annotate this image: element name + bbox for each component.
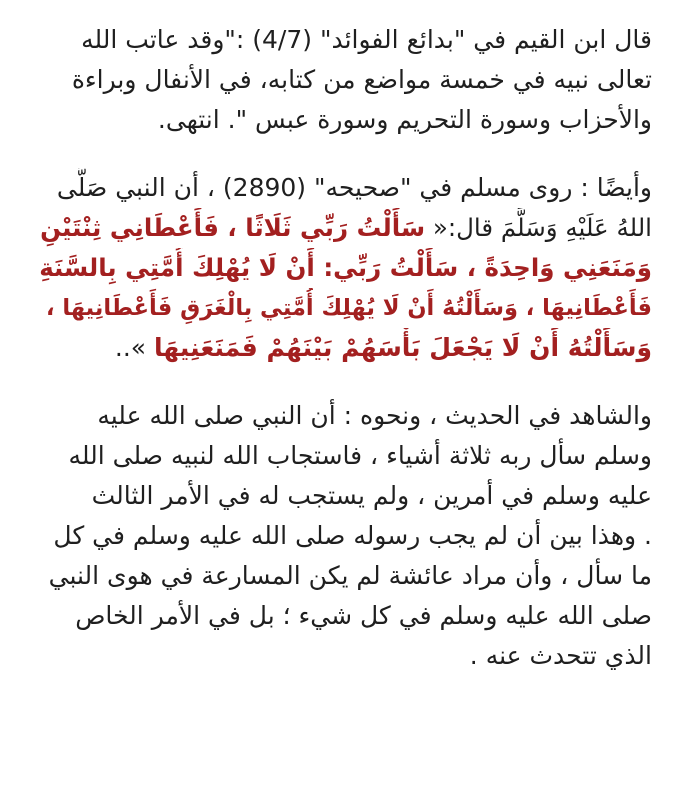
text-line [36,596,652,636]
text-line [36,248,652,288]
text-segment: . وهذا بين أن لم يجب رسوله صلى الله عليه وسلم في كل [53,521,652,550]
text-line [36,288,652,328]
text-line [36,396,652,436]
text-segment: الذي تتحدث عنه . [469,641,652,670]
text-segment: والأحزاب وسورة التحريم وسورة عبس ". انتهى. [157,105,652,134]
paragraph-ibn-qayyim [36,20,652,140]
text-segment: والشاهد في الحديث ، ونحوه : أن النبي صلى الله عليه [97,401,652,430]
text-line [36,476,652,516]
text-segment: عليه وسلم في أمرين ، ولم يستجب له في الأمر الثالث [91,481,652,510]
text-segment: ما سأل ، وأن مراد عائشة لم يكن المسارعة في هوى النبي [48,561,652,590]
paragraph-muslim-hadith [36,168,652,368]
hadith-quote: سَأَلْتُ رَبِّي ثَلَاثًا ، فَأَعْطَانِي ثِنْتَيْنِ [40,213,426,242]
paragraph-commentary [36,396,652,676]
text-line [36,516,652,556]
text-line [36,556,652,596]
text-line [36,436,652,476]
hadith-quote: وَسَأَلْتُهُ أَنْ لَا يَجْعَلَ بَأْسَهُمْ بَيْنَهُمْ فَمَنَعَنِيهَا [154,333,652,362]
hadith-quote: فَأَعْطَانِيهَا ، وَسَأَلْتُهُ أَنْ لَا يُهْلِكَ أُمَّتِي بِالْغَرَقِ فَأَعْطَانِيهَا ، [46,295,652,321]
text-segment: صلى الله عليه وسلم في كل شيء ؛ بل في الأمر الخاص [75,601,652,630]
text-segment: قال ابن القيم في "بدائع الفوائد" (4/7) :"وقد عاتب الله [81,25,652,54]
text-line [36,328,652,368]
text-line [36,208,652,248]
text-line [36,20,652,60]
text-segment: ».. [114,333,155,362]
text-line [36,60,652,100]
text-line [36,168,652,208]
text-segment: وأيضًا : روى مسلم في "صحيحه" (2890) ، أن النبي صَلَّى [56,173,652,202]
text-line [36,100,652,140]
text-line [36,636,652,676]
text-segment: وسلم سأل ربه ثلاثة أشياء ، فاستجاب الله لنبيه صلى الله [68,441,652,470]
text-segment: اللهُ عَلَيْهِ وَسَلَّمَ قال:« [425,213,652,242]
hadith-quote: وَمَنَعَنِي وَاحِدَةً ، سَأَلْتُ رَبِّي: أَنْ لَا يُهْلِكَ أُمَّتِي بِالسَّنَةِ [39,253,652,282]
text-segment: تعالى نبيه في خمسة مواضع من كتابه، في الأنفال وبراءة [71,65,652,94]
